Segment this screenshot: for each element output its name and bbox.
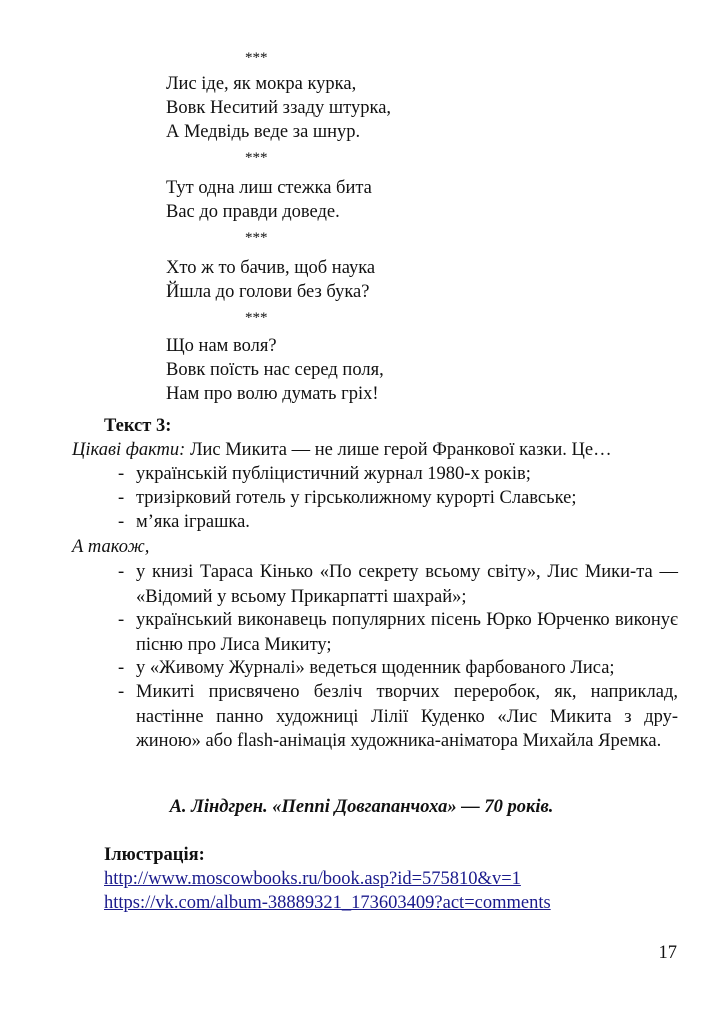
list-item bbox=[118, 486, 678, 511]
illustration-label: Ілюстрація: bbox=[104, 845, 205, 865]
facts-intro: Лис Микита — не лише герой Франкової казки. Це… bbox=[189, 440, 612, 460]
list-item-text: м’яка іграшка. bbox=[136, 512, 250, 532]
illustration-link[interactable]: https://vk.com/album-38889321_173603409?act=comments bbox=[104, 893, 551, 913]
verse-line: А Медвідь веде за шнур. bbox=[166, 122, 361, 142]
list-item bbox=[118, 608, 678, 657]
list-dash: - bbox=[118, 512, 125, 532]
verse-line: Вовк Неситий ззаду штурка, bbox=[166, 98, 392, 118]
list-item-text: Микиті присвячено безліч творчих переробок, як, наприклад, настінне панно художниці Лілії Куденко «Лис Микита з дру-жиною» або flash-анімація художника-аніматора Михайла Яремка. bbox=[136, 682, 678, 751]
section-heading: Текст 3: bbox=[104, 416, 172, 436]
stanza-separator: *** bbox=[245, 310, 268, 326]
verse-line: Що нам воля? bbox=[166, 336, 277, 356]
stanza-separator: *** bbox=[245, 150, 268, 166]
anniversary-heading: А. Ліндгрен. «Пеппі Довгапанчоха» — 70 років. bbox=[169, 797, 554, 817]
facts-line bbox=[72, 438, 612, 462]
list-dash: - bbox=[118, 464, 125, 484]
verse-line: Тут одна лиш стежка бита bbox=[166, 178, 372, 198]
list-dash: - bbox=[118, 562, 125, 582]
facts-label: Цікаві факти: bbox=[72, 440, 186, 460]
page-number: 17 bbox=[658, 943, 677, 963]
verse-line: Хто ж то бачив, щоб наука bbox=[166, 258, 376, 278]
verse-line: Лис іде, як мокра курка, bbox=[166, 74, 357, 94]
list-item bbox=[118, 560, 678, 609]
verse-line: Нам про волю думать гріх! bbox=[166, 384, 379, 404]
list-item-text: у книзі Тараса Кінько «По секрету всьому світу», Лис Мики-та — «Відомий у всьому Прикарпатті шахрай»; bbox=[136, 562, 678, 607]
verse-line: Йшла до голови без бука? bbox=[166, 282, 370, 302]
list-dash: - bbox=[118, 488, 125, 508]
stanza-separator: *** bbox=[245, 50, 268, 66]
illustration-link[interactable]: http://www.moscowbooks.ru/book.asp?id=575810&v=1 bbox=[104, 869, 521, 889]
list-item bbox=[118, 462, 678, 487]
stanza-separator: *** bbox=[245, 230, 268, 246]
list-item-text: у «Живому Журналі» ведеться щоденник фарбованого Лиса; bbox=[136, 658, 615, 678]
list-item-text: український виконавець популярних пісень Юрко Юрченко виконує пісню про Лиса Микиту; bbox=[136, 610, 678, 655]
verse-line: Вас до правди доведе. bbox=[166, 202, 340, 222]
verse-line: Вовк поїсть нас серед поля, bbox=[166, 360, 384, 380]
list-item-text: тризірковий готель у гірськолижному курорті Славське; bbox=[136, 488, 577, 508]
list-item-text: українській публіцистичний журнал 1980-х років; bbox=[136, 464, 531, 484]
list-dash: - bbox=[118, 658, 125, 678]
list-item bbox=[118, 510, 678, 535]
list-dash: - bbox=[118, 610, 125, 630]
also-label: А також, bbox=[72, 537, 150, 557]
list-item bbox=[118, 680, 678, 754]
list-item bbox=[118, 656, 678, 681]
list-dash: - bbox=[118, 682, 125, 702]
